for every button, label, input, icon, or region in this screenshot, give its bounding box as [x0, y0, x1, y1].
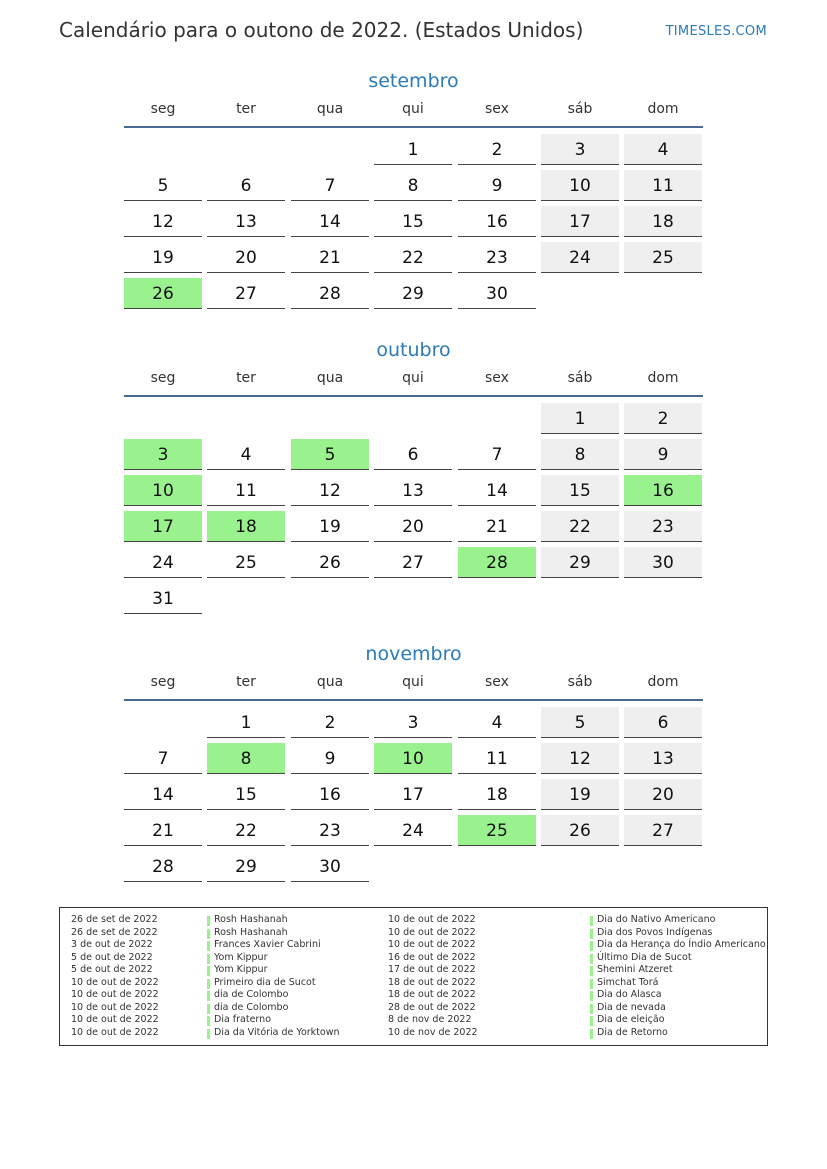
holiday-marker-icon: [207, 954, 210, 964]
legend-date: 16 de out de 2022: [388, 951, 476, 963]
day-cell: 9: [458, 170, 536, 201]
day-cell: 6: [207, 170, 285, 201]
weekday-label: dom: [647, 101, 679, 117]
weekday-label: sáb: [567, 370, 593, 386]
weekday-label: ter: [236, 370, 256, 386]
day-cell: 22: [207, 815, 285, 846]
holiday-marker-icon: [207, 966, 210, 976]
legend-holiday-name: Dia de nevada: [597, 1001, 666, 1013]
day-cell: 14: [124, 779, 202, 810]
day-cell: 21: [291, 242, 369, 273]
legend-holiday-name: Dia dos Povos Indígenas: [597, 926, 713, 938]
legend-date: 26 de set de 2022: [71, 926, 158, 938]
day-cell: 11: [458, 743, 536, 774]
legend-holiday-name: Dia do Alasca: [597, 989, 662, 1000]
legend-holiday-name: Simchat Torá: [597, 976, 659, 988]
legend-date: 10 de out de 2022: [71, 1026, 159, 1038]
legend-holiday-name: Frances Xavier Cabrini: [214, 939, 321, 950]
weekday-header: [124, 98, 703, 128]
holiday-marker-icon: [207, 1016, 210, 1026]
holiday-marker-icon: [207, 929, 210, 939]
day-cell: 24: [374, 815, 452, 846]
weekday-label: ter: [236, 674, 256, 690]
holiday-day-cell: 26: [124, 278, 202, 309]
day-cell: 31: [124, 583, 202, 614]
legend-date: 18 de out de 2022: [388, 976, 476, 988]
day-cell: 17: [541, 206, 619, 237]
day-cell: 30: [458, 278, 536, 309]
day-cell: 9: [291, 743, 369, 774]
legend-holiday-name: Yom Kippur: [214, 951, 268, 963]
holiday-day-cell: 28: [458, 547, 536, 578]
brand-link[interactable]: TIMESLES.COM: [665, 24, 767, 39]
day-cell: 5: [541, 707, 619, 738]
holiday-marker-icon: [590, 1029, 593, 1039]
holiday-marker-icon: [207, 1029, 210, 1039]
holiday-marker-icon: [590, 954, 593, 964]
legend-date: 10 de nov de 2022: [388, 1026, 478, 1038]
legend-holiday-name: Yom Kippur: [214, 964, 268, 975]
weekday-label: dom: [647, 370, 679, 386]
day-cell: 9: [624, 439, 702, 470]
day-cell: 12: [124, 206, 202, 237]
holiday-day-cell: 16: [624, 475, 702, 506]
day-cell: 3: [541, 134, 619, 165]
legend-date: 3 de out de 2022: [71, 939, 153, 950]
weekday-header: [124, 367, 703, 397]
day-cell: 20: [374, 511, 452, 542]
day-cell: 5: [124, 170, 202, 201]
day-cell: 15: [541, 475, 619, 506]
holiday-marker-icon: [590, 1016, 593, 1026]
holiday-marker-icon: [207, 1004, 210, 1014]
day-cell: 25: [624, 242, 702, 273]
day-cell: 1: [541, 403, 619, 434]
weekday-label: qua: [316, 101, 344, 117]
day-cell: 8: [374, 170, 452, 201]
weekday-label: sáb: [567, 674, 593, 690]
day-cell: 1: [207, 707, 285, 738]
day-cell: 11: [207, 475, 285, 506]
day-cell: 24: [541, 242, 619, 273]
day-cell: 13: [374, 475, 452, 506]
legend-date: 10 de out de 2022: [388, 939, 476, 950]
day-cell: 12: [291, 475, 369, 506]
legend-holiday-name: Último Dia de Sucot: [597, 951, 692, 963]
day-cell: 6: [624, 707, 702, 738]
day-cell: 15: [374, 206, 452, 237]
day-cell: 28: [124, 851, 202, 882]
day-cell: 27: [207, 278, 285, 309]
weekday-label: qui: [402, 101, 424, 117]
legend-holiday-name: Rosh Hashanah: [214, 926, 288, 938]
header-divider: [124, 395, 703, 397]
day-cell: 11: [624, 170, 702, 201]
day-cell: 14: [291, 206, 369, 237]
day-cell: 2: [458, 134, 536, 165]
legend-holiday-name: Dia da Vitória de Yorktown: [214, 1026, 340, 1038]
holiday-marker-icon: [207, 916, 210, 926]
weekday-label: qui: [402, 674, 424, 690]
day-cell: 15: [207, 779, 285, 810]
holiday-day-cell: 3: [124, 439, 202, 470]
legend-date: 26 de set de 2022: [71, 914, 158, 925]
legend-date: 10 de out de 2022: [388, 914, 476, 925]
day-cell: 26: [291, 547, 369, 578]
day-cell: 28: [291, 278, 369, 309]
day-cell: 22: [541, 511, 619, 542]
legend-date: 5 de out de 2022: [71, 964, 153, 975]
weekday-label: dom: [647, 674, 679, 690]
holiday-day-cell: 5: [291, 439, 369, 470]
day-cell: 7: [124, 743, 202, 774]
day-cell: 4: [207, 439, 285, 470]
legend-date: 10 de out de 2022: [71, 1001, 159, 1013]
day-cell: 13: [207, 206, 285, 237]
weekday-label: sáb: [567, 101, 593, 117]
legend-date: 8 de nov de 2022: [388, 1014, 472, 1025]
holiday-marker-icon: [590, 979, 593, 989]
day-cell: 4: [458, 707, 536, 738]
holiday-marker-icon: [590, 929, 593, 939]
page-title: Calendário para o outono de 2022. (Estados Unidos): [59, 18, 584, 42]
legend-date: 10 de out de 2022: [71, 976, 159, 988]
holiday-day-cell: 10: [374, 743, 452, 774]
legend-holiday-name: Dia da Herança do Índio Americano: [597, 939, 766, 950]
day-cell: 27: [374, 547, 452, 578]
day-cell: 29: [541, 547, 619, 578]
weekday-label: ter: [236, 101, 256, 117]
month-name: novembro: [365, 643, 462, 665]
day-cell: 12: [541, 743, 619, 774]
weekday-label: sex: [485, 370, 509, 386]
weekday-label: qui: [402, 370, 424, 386]
legend-holiday-name: Dia de Retorno: [597, 1026, 668, 1038]
day-cell: 10: [541, 170, 619, 201]
day-cell: 13: [624, 743, 702, 774]
holiday-marker-icon: [207, 941, 210, 951]
day-cell: 18: [624, 206, 702, 237]
holiday-legend: [59, 907, 768, 1046]
header-divider: [124, 126, 703, 128]
legend-date: 5 de out de 2022: [71, 951, 153, 963]
weekday-label: qua: [316, 370, 344, 386]
day-cell: 25: [207, 547, 285, 578]
day-cell: 16: [458, 206, 536, 237]
day-cell: 29: [207, 851, 285, 882]
legend-holiday-name: Dia fraterno: [214, 1014, 272, 1025]
legend-date: 17 de out de 2022: [388, 964, 476, 975]
month-october: [124, 337, 703, 609]
legend-holiday-name: Shemini Atzeret: [597, 964, 673, 975]
weekday-label: seg: [150, 674, 176, 690]
weekday-label: seg: [150, 370, 176, 386]
day-cell: 19: [124, 242, 202, 273]
month-name: outubro: [376, 339, 451, 361]
day-cell: 3: [374, 707, 452, 738]
day-cell: 26: [541, 815, 619, 846]
day-cell: 2: [624, 403, 702, 434]
day-cell: 17: [374, 779, 452, 810]
holiday-day-cell: 8: [207, 743, 285, 774]
legend-holiday-name: Dia de eleição: [597, 1014, 665, 1025]
day-cell: 6: [374, 439, 452, 470]
day-cell: 18: [458, 779, 536, 810]
day-cell: 2: [291, 707, 369, 738]
day-cell: 19: [541, 779, 619, 810]
holiday-day-cell: 18: [207, 511, 285, 542]
day-cell: 7: [291, 170, 369, 201]
legend-date: 10 de out de 2022: [71, 989, 159, 1000]
day-cell: 20: [207, 242, 285, 273]
holiday-day-cell: 25: [458, 815, 536, 846]
day-cell: 19: [291, 511, 369, 542]
day-cell: 16: [291, 779, 369, 810]
holiday-marker-icon: [590, 991, 593, 1001]
legend-date: 10 de out de 2022: [388, 926, 476, 938]
weekday-label: sex: [485, 674, 509, 690]
legend-date: 10 de out de 2022: [71, 1014, 159, 1025]
day-cell: 1: [374, 134, 452, 165]
legend-date: 18 de out de 2022: [388, 989, 476, 1000]
weekday-label: sex: [485, 101, 509, 117]
legend-holiday-name: Primeiro dia de Sucot: [214, 976, 316, 988]
day-cell: 8: [541, 439, 619, 470]
day-cell: 4: [624, 134, 702, 165]
day-cell: 30: [291, 851, 369, 882]
day-cell: 23: [291, 815, 369, 846]
holiday-marker-icon: [207, 991, 210, 1001]
legend-holiday-name: Rosh Hashanah: [214, 914, 288, 925]
legend-holiday-name: Dia do Nativo Americano: [597, 914, 716, 925]
day-cell: 14: [458, 475, 536, 506]
weekday-label: qua: [316, 674, 344, 690]
holiday-marker-icon: [207, 979, 210, 989]
holiday-day-cell: 17: [124, 511, 202, 542]
day-cell: 27: [624, 815, 702, 846]
weekday-header: [124, 671, 703, 701]
day-cell: 23: [458, 242, 536, 273]
month-september: [124, 68, 703, 304]
legend-holiday-name: dia de Colombo: [214, 989, 289, 1000]
month-november: [124, 641, 703, 877]
day-cell: 24: [124, 547, 202, 578]
day-cell: 29: [374, 278, 452, 309]
holiday-marker-icon: [590, 1004, 593, 1014]
day-cell: 21: [458, 511, 536, 542]
day-cell: 20: [624, 779, 702, 810]
legend-holiday-name: dia de Colombo: [214, 1001, 289, 1013]
holiday-marker-icon: [590, 916, 593, 926]
holiday-marker-icon: [590, 966, 593, 976]
month-name: setembro: [368, 70, 459, 92]
header-divider: [124, 699, 703, 701]
day-cell: 7: [458, 439, 536, 470]
legend-date: 28 de out de 2022: [388, 1001, 476, 1013]
day-cell: 21: [124, 815, 202, 846]
day-cell: 30: [624, 547, 702, 578]
weekday-label: seg: [150, 101, 176, 117]
holiday-marker-icon: [590, 941, 593, 951]
holiday-day-cell: 10: [124, 475, 202, 506]
day-cell: 22: [374, 242, 452, 273]
day-cell: 23: [624, 511, 702, 542]
